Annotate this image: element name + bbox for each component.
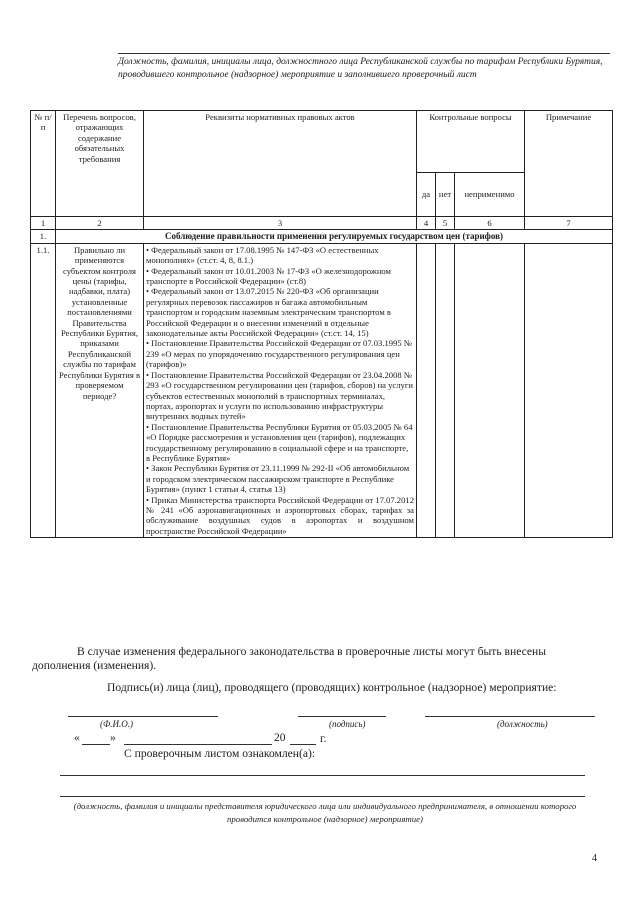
requirement-item: • Федеральный закон от 13.07.2015 № 220-ФЗ «Об организации регулярных перевозок пассажиров и багажа автомобильным транспортом и городским наземным электрическим транспортом в Российской Федерации и о внесении изменений в отдельные законодательные акты Российской Федерации» (ст.ст. 14, 15) <box>146 286 391 339</box>
date-month-line <box>124 744 272 745</box>
row-requirements <box>144 243 417 537</box>
requirement-item: • Постановление Правительства Российской Федерации от 07.03.1995 № 239 «О мерах по упорядочению государственного регулирования цен (тарифов)» <box>146 338 413 370</box>
column-number-row <box>31 217 613 230</box>
sig-line-post <box>425 716 595 717</box>
col-header-questions: Перечень вопросов, отражающих содержание обязательных требования <box>56 111 144 217</box>
bottom-caption: (должность, фамилия и инициалы представителя юридического лица или индивидуального предпринимателя, в отношении которого проводится контрольное (надзорное) мероприятие) <box>73 801 577 824</box>
col-number: 7 <box>525 217 613 230</box>
col-number: 5 <box>436 217 455 230</box>
sig-sign-caption: (подпись) <box>329 719 366 729</box>
col-header-num: № п/п <box>31 111 56 217</box>
row-number: 1.1. <box>31 243 56 537</box>
acquainted-label: С проверочным листом ознакомлен(а): <box>124 747 316 760</box>
requirement-item: • Федеральный закон от 17.08.1995 № 147-ФЗ «О естественных монополиях» (ст.ст. 4, 8, 8.1.) <box>146 244 379 266</box>
header-row <box>31 111 613 173</box>
header-rule <box>118 53 610 54</box>
section-number: 1. <box>31 230 56 243</box>
date-day-line <box>82 744 110 745</box>
date-close-quote: » <box>110 731 116 744</box>
date-year: 20 <box>274 731 286 744</box>
date-open-quote: « <box>74 731 80 744</box>
col-number: 4 <box>417 217 436 230</box>
col-number: 1 <box>31 217 56 230</box>
col-header-note: Примечание <box>525 111 613 217</box>
date-year-line <box>290 744 316 745</box>
sig-post-caption: (должность) <box>497 719 548 729</box>
row-question: Правильно ли применяются субъектом контроля цены (тарифы, надбавки, плата) установленные постановлениями Правительства Республики Бурятия, приказами Республиканской службы по тарифам Республики Бурятия в проверяемом периоде? <box>56 243 144 537</box>
col-number: 3 <box>144 217 417 230</box>
col-number: 2 <box>56 217 144 230</box>
requirement-item: • Закон Республики Бурятия от 23.11.1999 № 292-II «Об автомобильном и городском электрическом пассажирском транспорте в Республике Бурятия» (пункт 1 статьи 4, статья 13) <box>146 463 410 495</box>
requirement-item: • Приказ Министерства транспорта Российской Федерации от 17.07.2012 № 241 «Об аэронавигационных и аэропортовых сборах, тарифах за обслуживание воздушных судов в аэропортах и воздушном пространстве Российской Федерации» <box>146 494 414 536</box>
page-number: 4 <box>592 853 597 864</box>
answer-yes-cell[interactable] <box>417 243 436 537</box>
change-note: В случае изменения федерального законодательства в проверочные листы могут быть внесены дополнения (изменения). <box>32 645 547 672</box>
col-header-control: Контрольные вопросы <box>417 111 525 173</box>
requirement-item: • Федеральный закон от 10.01.2003 № 17-ФЗ «О железнодорожном транспорте в Российской Федерации» (ст.8) <box>146 265 391 287</box>
col-header-na: неприменимо <box>455 173 525 217</box>
col-header-acts: Реквизиты нормативных правовых актов <box>144 111 417 217</box>
sig-line-fio <box>68 716 218 717</box>
requirement-item: • Постановление Правительства Республики Бурятия от 05.03.2005 № 64 «О Порядке рассмотрения и установления цен (тарифов), подлежащих государственному регулированию в социальной сфере и на транспорте, в Республике Бурятия» <box>146 421 413 463</box>
acquainted-line-1 <box>60 775 585 776</box>
answer-na-cell[interactable] <box>455 243 525 537</box>
checklist-table <box>30 110 613 538</box>
header-caption: Должность, фамилия, инициалы лица, должностного лица Республиканской службы по тарифам Республики Бурятия, проводившего контрольное (надзорное) мероприятие и заполнившего проверочный лист <box>118 57 603 80</box>
sig-fio-caption: (Ф.И.О.) <box>100 719 133 729</box>
date-suffix: г. <box>320 732 327 745</box>
col-header-yes: да <box>417 173 436 217</box>
acquainted-line-2 <box>60 796 585 797</box>
table-row <box>31 243 613 537</box>
section-title: Соблюдение правильности применения регулируемых государством цен (тарифов) <box>56 230 613 243</box>
requirement-item: • Постановление Правительства Российской Федерации от 23.04.2008 № 293 «О государственном регулировании цен (тарифов, сборов) на услуги субъектов естественных монополий в транспортных терминалах, портах, аэропортах и услуги по использованию инфраструктуры внутренних водных путей» <box>146 369 413 422</box>
answer-no-cell[interactable] <box>436 243 455 537</box>
note-cell[interactable] <box>525 243 613 537</box>
col-number: 6 <box>455 217 525 230</box>
sig-line-sign <box>298 716 386 717</box>
signature-intro: Подпись(и) лица (лиц), проводящего (проводящих) контрольное (надзорное) мероприятие: <box>107 681 557 694</box>
col-header-no: нет <box>436 173 455 217</box>
section-row <box>31 230 613 243</box>
